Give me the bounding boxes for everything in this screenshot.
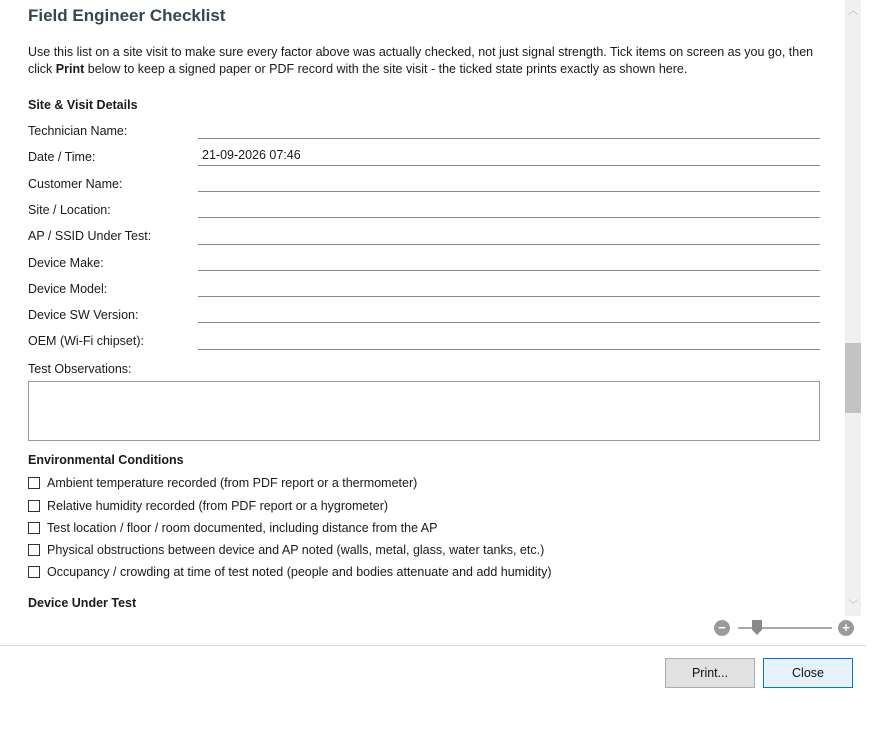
minus-icon[interactable]: − bbox=[714, 620, 730, 636]
env-check-item[interactable] bbox=[28, 541, 544, 559]
env-check-item[interactable] bbox=[28, 474, 417, 492]
field-label-device-sw: Device SW Version: bbox=[28, 308, 139, 322]
page-title: Field Engineer Checklist bbox=[28, 6, 226, 25]
field-label-device-model: Device Model: bbox=[28, 282, 108, 296]
ap-ssid-field[interactable] bbox=[198, 224, 820, 245]
field-label-date-time: Date / Time: bbox=[28, 150, 96, 164]
checkbox[interactable] bbox=[28, 522, 40, 534]
close-button[interactable]: Close bbox=[763, 658, 853, 688]
vertical-scrollbar[interactable] bbox=[845, 0, 861, 616]
footer-divider bbox=[0, 645, 866, 646]
chevron-up-icon[interactable]: ︿ bbox=[848, 6, 858, 17]
plus-icon[interactable]: + bbox=[838, 620, 854, 636]
intro-text-bold: Print bbox=[55, 62, 85, 76]
device-model-field[interactable] bbox=[198, 276, 820, 297]
dut-section-title: Device Under Test bbox=[28, 596, 137, 610]
customer-name-field[interactable] bbox=[198, 171, 820, 192]
observations-label: Test Observations: bbox=[28, 362, 132, 376]
check-item-label: Relative humidity recorded (from PDF report or a hygrometer) bbox=[47, 499, 389, 513]
env-check-item[interactable] bbox=[28, 497, 388, 515]
check-item-label: Test location / floor / room documented, including distance from the AP bbox=[47, 521, 438, 535]
chevron-down-icon[interactable]: ﹀ bbox=[848, 600, 858, 611]
checkbox[interactable] bbox=[28, 500, 40, 512]
field-label-customer: Customer Name: bbox=[28, 177, 123, 191]
intro-text-part2: below to keep a signed paper or PDF record with the site visit - the ticked state prints exactly as shown here. bbox=[84, 62, 688, 76]
intro-text bbox=[28, 44, 822, 78]
zoom-slider-thumb[interactable] bbox=[752, 620, 762, 635]
checkbox[interactable] bbox=[28, 544, 40, 556]
check-item-label: Occupancy / crowding at time of test noted (people and bodies attenuate and add humidity) bbox=[47, 565, 552, 579]
checkbox[interactable] bbox=[28, 566, 40, 578]
technician-name-field[interactable] bbox=[198, 118, 820, 139]
env-check-item[interactable] bbox=[28, 519, 438, 537]
date-time-field[interactable] bbox=[198, 145, 820, 166]
test-observations-textarea[interactable] bbox=[28, 381, 820, 441]
oem-chipset-field[interactable] bbox=[198, 329, 820, 350]
checkbox[interactable] bbox=[28, 477, 40, 489]
field-label-device-make: Device Make: bbox=[28, 256, 104, 270]
device-make-field[interactable] bbox=[198, 250, 820, 271]
env-check-item[interactable] bbox=[28, 563, 551, 581]
check-item-label: Ambient temperature recorded (from PDF report or a thermometer) bbox=[47, 476, 418, 490]
site-section-title: Site & Visit Details bbox=[28, 98, 138, 112]
site-location-field[interactable] bbox=[198, 197, 820, 218]
device-sw-version-field[interactable] bbox=[198, 302, 820, 323]
field-label-oem: OEM (Wi-Fi chipset): bbox=[28, 334, 144, 348]
print-button[interactable]: Print... bbox=[665, 658, 755, 688]
zoom-control bbox=[714, 619, 856, 637]
check-item-label: Physical obstructions between device and AP noted (walls, metal, glass, water tanks, etc.) bbox=[47, 543, 545, 557]
field-label-site: Site / Location: bbox=[28, 203, 111, 217]
field-label-ap-ssid: AP / SSID Under Test: bbox=[28, 229, 152, 243]
scrollbar-thumb[interactable] bbox=[845, 343, 861, 413]
intro-text-part1: Use this list on a site visit to make sure every factor above was actually checked, not just signal strength. Tick items on screen as you go, then click bbox=[28, 45, 814, 76]
field-label-technician: Technician Name: bbox=[28, 124, 128, 138]
env-section-title: Environmental Conditions bbox=[28, 453, 184, 467]
field-value: 21-09-2026 07:46 bbox=[202, 148, 301, 162]
